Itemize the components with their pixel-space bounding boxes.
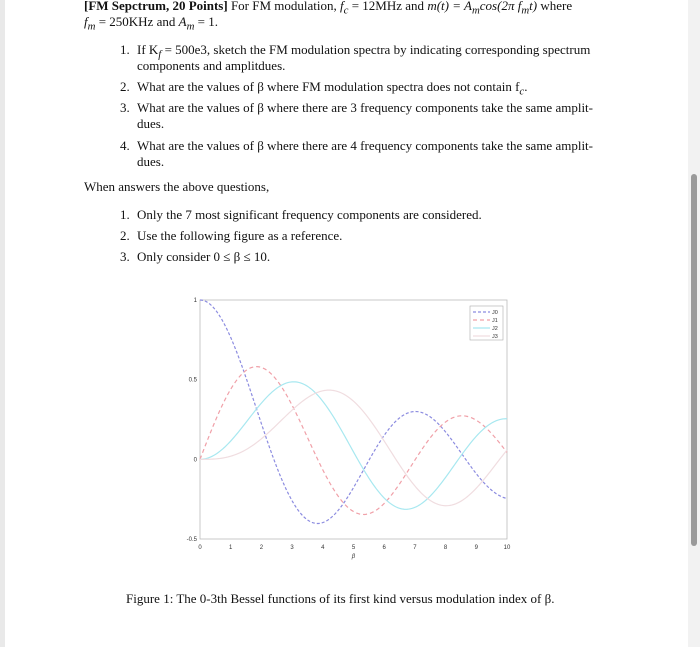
q1-subscript: f: [158, 48, 162, 61]
legend-label: J1: [492, 318, 498, 324]
legend-label: J3: [492, 334, 498, 340]
condition-text: Only the 7 most significant frequency components are considered.: [137, 207, 482, 222]
m-tail: cos(2π f: [479, 0, 522, 13]
problem-heading-line2: [84, 13, 218, 36]
bessel-chart: [180, 292, 520, 567]
and-text: and: [402, 0, 428, 13]
heading-text: For FM modulation,: [227, 0, 341, 13]
x-tick-label: 7: [413, 545, 417, 551]
x-axis-label: β: [351, 554, 356, 560]
q1-text-a: If K: [137, 42, 159, 57]
plot-frame: [200, 300, 507, 539]
legend-box: [470, 306, 503, 340]
question-text-line2: dues.: [137, 116, 165, 131]
q2-text-a: What are the values of β where FM modulation spectra does not contain f: [137, 79, 520, 94]
problem-title: [FM Sepctrum, 20 Points]: [84, 0, 228, 13]
condition-number: 2.: [120, 228, 130, 243]
where-text: where: [537, 0, 573, 13]
q2-subscript: c: [519, 85, 525, 98]
q1-text-b: = 500e3, sketch the FM modulation spectra by indicating corresponding spectrum: [161, 42, 591, 57]
x-tick-label: 1: [229, 545, 233, 551]
legend-label: J0: [492, 310, 498, 316]
question-text-line2: components and amplitdues.: [137, 58, 286, 73]
question-number: 1.: [120, 42, 130, 57]
condition-number: 1.: [120, 207, 130, 222]
question-number: 2.: [120, 79, 130, 94]
question-text: [137, 79, 527, 100]
x-tick-label: 10: [503, 545, 511, 551]
x-tick-label: 9: [474, 545, 478, 551]
fm-value: = 250KHz: [95, 14, 154, 29]
and-text-2: and: [153, 14, 179, 29]
x-tick-label: 5: [351, 545, 356, 551]
am-symbol: A: [178, 14, 187, 29]
x-tick-label: 8: [443, 545, 448, 551]
m-subscript: m: [471, 4, 480, 17]
scrollbar-thumb[interactable]: [691, 174, 697, 546]
x-tick-label: 4: [321, 545, 325, 551]
x-tick-label: 0: [198, 545, 202, 551]
question-text: What are the values of β where there are 4 frequency components take the same amplit-: [137, 138, 593, 153]
legend: [470, 306, 503, 340]
fm-symbol: f: [84, 14, 88, 29]
when-text: When answers the above questions,: [84, 179, 270, 194]
condition-number: 3.: [120, 249, 130, 264]
fc-symbol: f: [340, 0, 344, 13]
y-tick-label: 0: [193, 457, 197, 464]
q2-text-b: .: [524, 79, 528, 94]
am-subscript: m: [186, 20, 195, 33]
m-expr: m(t) = A: [427, 0, 472, 13]
x-tick-label: 2: [259, 545, 264, 551]
fc-subscript: c: [343, 4, 349, 17]
m-end: t): [529, 0, 538, 13]
question-text: What are the values of β where there are 3 frequency components take the same amplit-: [137, 100, 593, 115]
y-tick-label: -0.5: [186, 537, 197, 543]
fc-value: = 12MHz: [348, 0, 403, 13]
fm-subscript: m: [87, 20, 96, 33]
legend-label: J2: [492, 326, 498, 332]
page-edge: [0, 0, 5, 647]
am-value: = 1.: [194, 14, 218, 29]
x-tick-label: 3: [290, 545, 294, 551]
figure-caption: Figure 1: The 0-3th Bessel functions of its first kind versus modulation index of β.: [126, 591, 555, 606]
m-subscript2: m: [521, 4, 530, 17]
question-number: 3.: [120, 100, 130, 115]
condition-text: Use the following figure as a reference.: [137, 228, 343, 243]
y-tick-label: 0.5: [188, 377, 197, 384]
x-tick-label: 6: [382, 545, 386, 551]
question-number: 4.: [120, 138, 130, 153]
question-text-line2: dues.: [137, 154, 165, 169]
y-tick-label: 1: [193, 298, 197, 304]
condition-text: Only consider 0 ≤ β ≤ 10.: [137, 249, 271, 264]
